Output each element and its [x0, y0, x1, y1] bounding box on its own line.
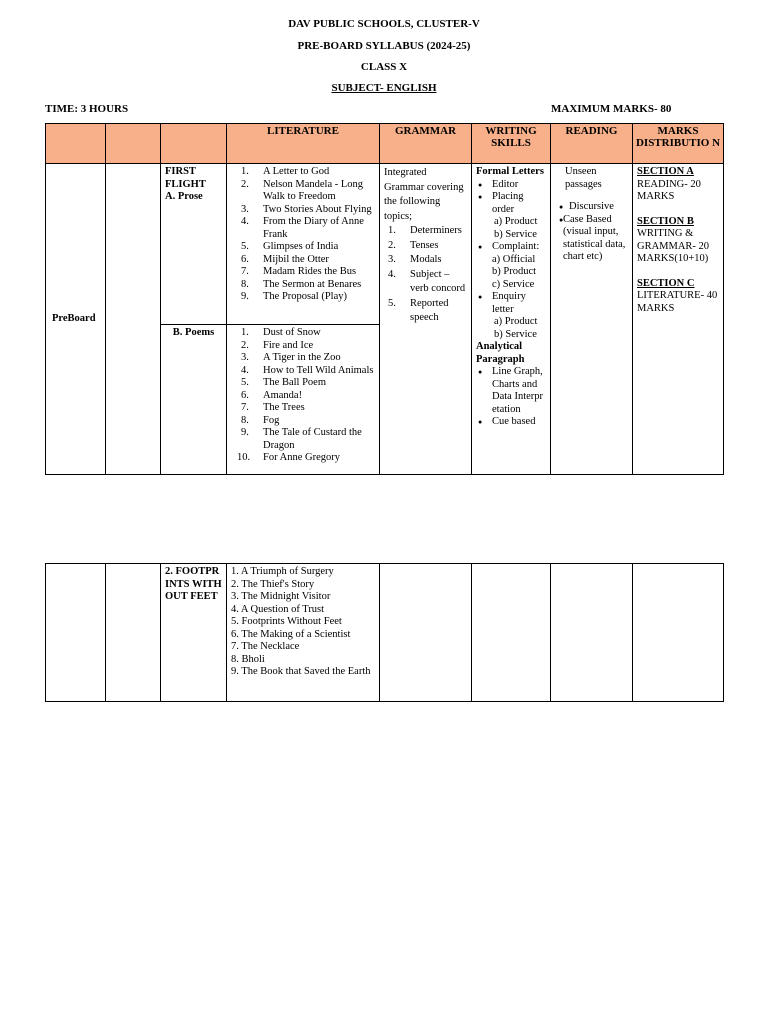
- header-blank-2: [106, 124, 161, 164]
- list-item: 6. Amanda!: [241, 389, 303, 401]
- poems-cell: [227, 325, 380, 475]
- prose-label: A. Prose: [165, 191, 203, 202]
- prose-list: [231, 166, 375, 304]
- section-c-title: SECTION C: [637, 277, 695, 289]
- list-item: 5. Reported speech: [388, 297, 449, 323]
- book2-title: 2. FOOTPRINTS WITHOUT FEET: [161, 564, 227, 702]
- list-item: 3. Modals: [388, 254, 442, 265]
- class-title: CLASS X: [360, 61, 408, 73]
- poems-list: [231, 327, 375, 465]
- list-item: 10. For Anne Gregory: [237, 452, 340, 463]
- empty-cell: [472, 564, 551, 702]
- section-a-title: SECTION A: [637, 166, 694, 177]
- list-item: ● Line Graph,Charts and Data Interpretation: [476, 366, 546, 416]
- list-item: 3. Two Stories About Flying: [241, 203, 372, 215]
- empty-cell: [106, 164, 161, 475]
- section-a-text: READING- 20 MARKS: [637, 178, 701, 202]
- book1-title: FIRST FLIGHT: [165, 166, 206, 190]
- empty-cell: [380, 564, 472, 702]
- table-header-row: [46, 124, 724, 164]
- section-b-text: WRITING & GRAMMAR- 20 MARKS(10+10): [637, 228, 710, 264]
- list-item: 7. The Necklace: [231, 641, 300, 652]
- formal-letters-title: Formal Letters: [476, 166, 544, 177]
- book1-cell: [161, 164, 227, 325]
- book2-chapters-cell: [227, 564, 380, 702]
- header-reading: READING: [551, 124, 633, 164]
- list-item: 2. Fire and Ice: [241, 339, 314, 351]
- list-item: 8. Bholi: [231, 653, 265, 665]
- poems-label-cell: B. Poems: [161, 325, 227, 475]
- list-item: ● Placing order a) Product b) Service: [476, 191, 546, 241]
- list-item: 7. The Trees: [241, 402, 305, 413]
- list-item: ● Editor: [476, 179, 546, 192]
- list-item: ● Cue based: [476, 416, 546, 429]
- syllabus-table-continued: [45, 563, 724, 702]
- header-blank-3: [161, 124, 227, 164]
- list-item: 2. The Thief's Story: [231, 578, 315, 590]
- list-item: ● Enquiry letter a) Product b) Service: [476, 291, 546, 341]
- list-item: 5. Glimpses of India: [241, 241, 339, 252]
- empty-cell: [551, 564, 633, 702]
- list-item: 6. Mijbil the Otter: [241, 253, 329, 265]
- grammar-list: [382, 224, 467, 326]
- header-writing: WRITING SKILLS: [472, 124, 551, 164]
- list-item: 4. Subject – verb concord: [388, 268, 466, 294]
- list-item: 1. A Letter to God: [241, 166, 330, 177]
- exam-cell: PreBoard: [46, 164, 106, 475]
- list-item: ● Complaint: a) Official b) Product c) Service: [476, 241, 546, 291]
- time-label: TIME: 3 HOURS: [45, 103, 129, 115]
- table-row: [46, 564, 724, 702]
- empty-cell: [106, 564, 161, 702]
- list-item: ● Case Based (visual input, statistical data, chart etc): [557, 214, 628, 264]
- syllabus-table: [45, 123, 724, 475]
- table-row: [46, 164, 724, 325]
- list-item: 5. Footprints Without Feet: [231, 616, 342, 627]
- list-item: 8. The Sermon at Benares: [241, 278, 362, 290]
- analytical-title: Analytical Paragraph: [476, 341, 525, 365]
- section-c-text: LITERATURE- 40 MARKS: [637, 290, 718, 314]
- empty-cell: [633, 564, 724, 702]
- writing-cell: [472, 164, 551, 475]
- list-item: 9. The Proposal (Play): [241, 291, 347, 302]
- list-item: 1. A Triumph of Surgery: [231, 566, 334, 577]
- list-item: 1. Dust of Snow: [241, 327, 321, 338]
- list-item: 9. The Tale of Custard the Dragon: [241, 427, 362, 451]
- marks-cell: [633, 164, 724, 475]
- list-item: 8. Fog: [241, 414, 280, 426]
- analytical-list: [476, 366, 546, 429]
- reading-cell: [551, 164, 633, 475]
- reading-list: [557, 201, 628, 264]
- grammar-intro: Integrated Grammar covering the following topics;: [384, 167, 464, 222]
- reading-unseen: Unseen passages: [565, 166, 602, 190]
- list-item: 4. From the Diary of Anne Frank: [241, 216, 364, 240]
- list-item: 7. Madam Rides the Bus: [241, 266, 357, 277]
- school-name: DAV PUBLIC SCHOOLS, CLUSTER-V: [288, 18, 480, 30]
- list-item: 2. Nelson Mandela - Long Walk to Freedom: [241, 178, 364, 202]
- formal-list: [476, 179, 546, 342]
- header-marks: MARKS DISTRIBUTIO N: [633, 124, 724, 164]
- list-item: ● Discursive: [557, 201, 628, 214]
- book2-chapter-list: [231, 566, 375, 679]
- syllabus-title: PRE-BOARD SYLLABUS (2024-25): [297, 40, 471, 52]
- grammar-cell: [380, 164, 472, 475]
- list-item: 3. A Tiger in the Zoo: [241, 352, 341, 363]
- list-item: 3. The Midnight Visitor: [231, 591, 331, 602]
- empty-cell: [46, 564, 106, 702]
- list-item: 4. How to Tell Wild Animals: [241, 364, 374, 376]
- list-item: 5. The Ball Poem: [241, 377, 326, 388]
- list-item: 1. Determiners: [388, 225, 462, 236]
- list-item: 6. The Making of a Scientist: [231, 628, 351, 640]
- header-grammar: GRAMMAR: [380, 124, 472, 164]
- section-b-title: SECTION B: [637, 215, 694, 227]
- header-blank-1: [46, 124, 106, 164]
- prose-cell: [227, 164, 380, 325]
- list-item: 4. A Question of Trust: [231, 603, 325, 615]
- list-item: 9. The Book that Saved the Earth: [231, 666, 371, 677]
- max-marks-label: MAXIMUM MARKS- 80: [551, 103, 672, 115]
- list-item: 2. Tenses: [388, 239, 439, 251]
- header-literature: LITERATURE: [227, 124, 380, 164]
- subject-title: SUBJECT- ENGLISH: [331, 82, 437, 94]
